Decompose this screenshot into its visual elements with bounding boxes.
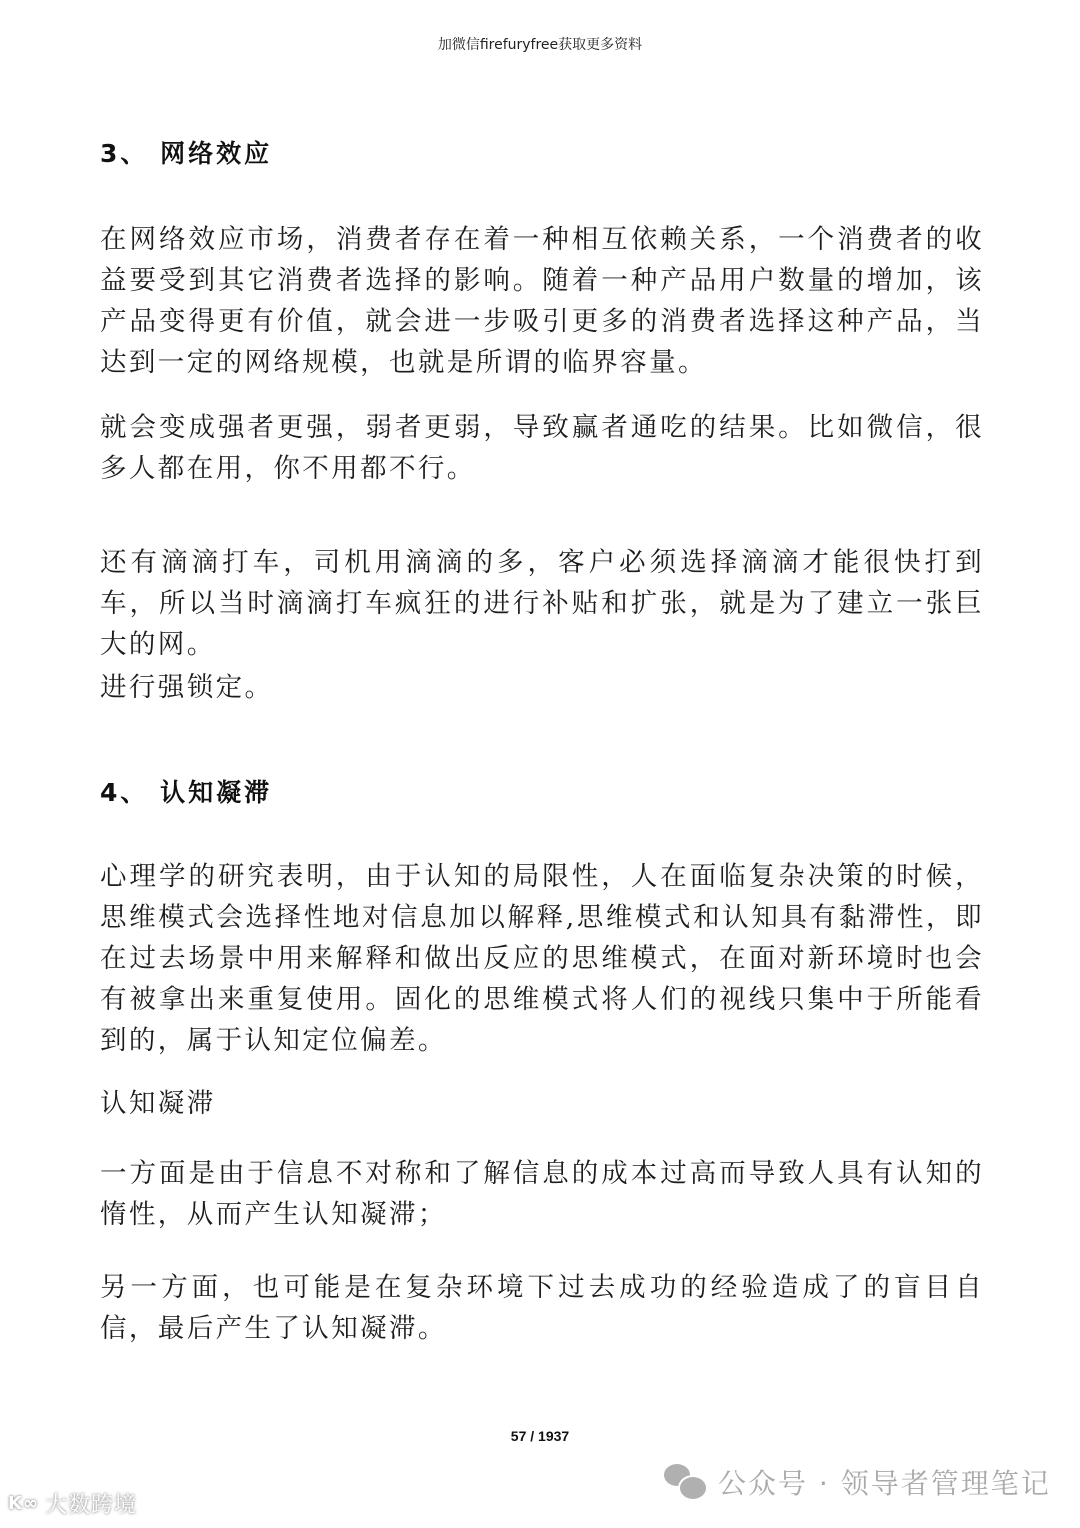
paragraph: 在网络效应市场，消费者存在着一种相互依赖关系，一个消费者的收益要受到其它消费者选择的影响。随着一种产品用户数量的增加，该产品变得更有价值，就会进一步吸引更多的消费者选择这种产品，当达到一定的网络规模，也就是所谓的临界容量。 [100, 224, 984, 378]
wechat-icon [664, 1462, 708, 1502]
brand-watermark [8, 1488, 137, 1519]
paragraph: 还有滴滴打车，司机用滴滴的多，客户必须选择滴滴才能很快打到车，所以当时滴滴打车疯狂的进行补贴和扩张，就是为了建立一张巨大的网。 [100, 547, 984, 660]
paragraph: 就会变成强者更强，弱者更弱，导致赢者通吃的结果。比如微信，很多人都在用，你不用都不行。 [100, 412, 984, 484]
paragraph: 进行强锁定。 [100, 672, 274, 703]
wechat-watermark [664, 1462, 1051, 1502]
brand-logo-icon: K∞ [8, 1493, 39, 1514]
paragraph: 一方面是由于信息不对称和了解信息的成本过高而导致人具有认知的惰性，从而产生认知凝滞； [100, 1158, 984, 1230]
section-heading-network-effect: 3、 网络效应 [100, 139, 273, 168]
brand-name: 大数跨境 [44, 1493, 137, 1518]
paragraph: 另一方面，也可能是在复杂环境下过去成功的经验造成了的盲目自信，最后产生了认知凝滞。 [100, 1272, 984, 1344]
header-note: 加微信firefuryfree获取更多资料 [437, 37, 643, 53]
paragraph: 认知凝滞 [100, 1088, 216, 1119]
section-heading-cognitive-stagnation: 4、 认知凝滞 [100, 778, 273, 807]
wechat-account-label: 公众号 · 领导者管理笔记 [718, 1467, 1051, 1500]
page-number: 57 / 1937 [510, 1428, 570, 1444]
paragraph: 心理学的研究表明，由于认知的局限性，人在面临复杂决策的时候，思维模式会选择性地对信息加以解释,思维模式和认知具有黏滞性，即在过去场景中用来解释和做出反应的思维模式，在面对新环境时也会有被拿出来重复使用。固化的思维模式将人们的视线只集中于所能看到的，属于认知定位偏差。 [100, 861, 984, 1056]
